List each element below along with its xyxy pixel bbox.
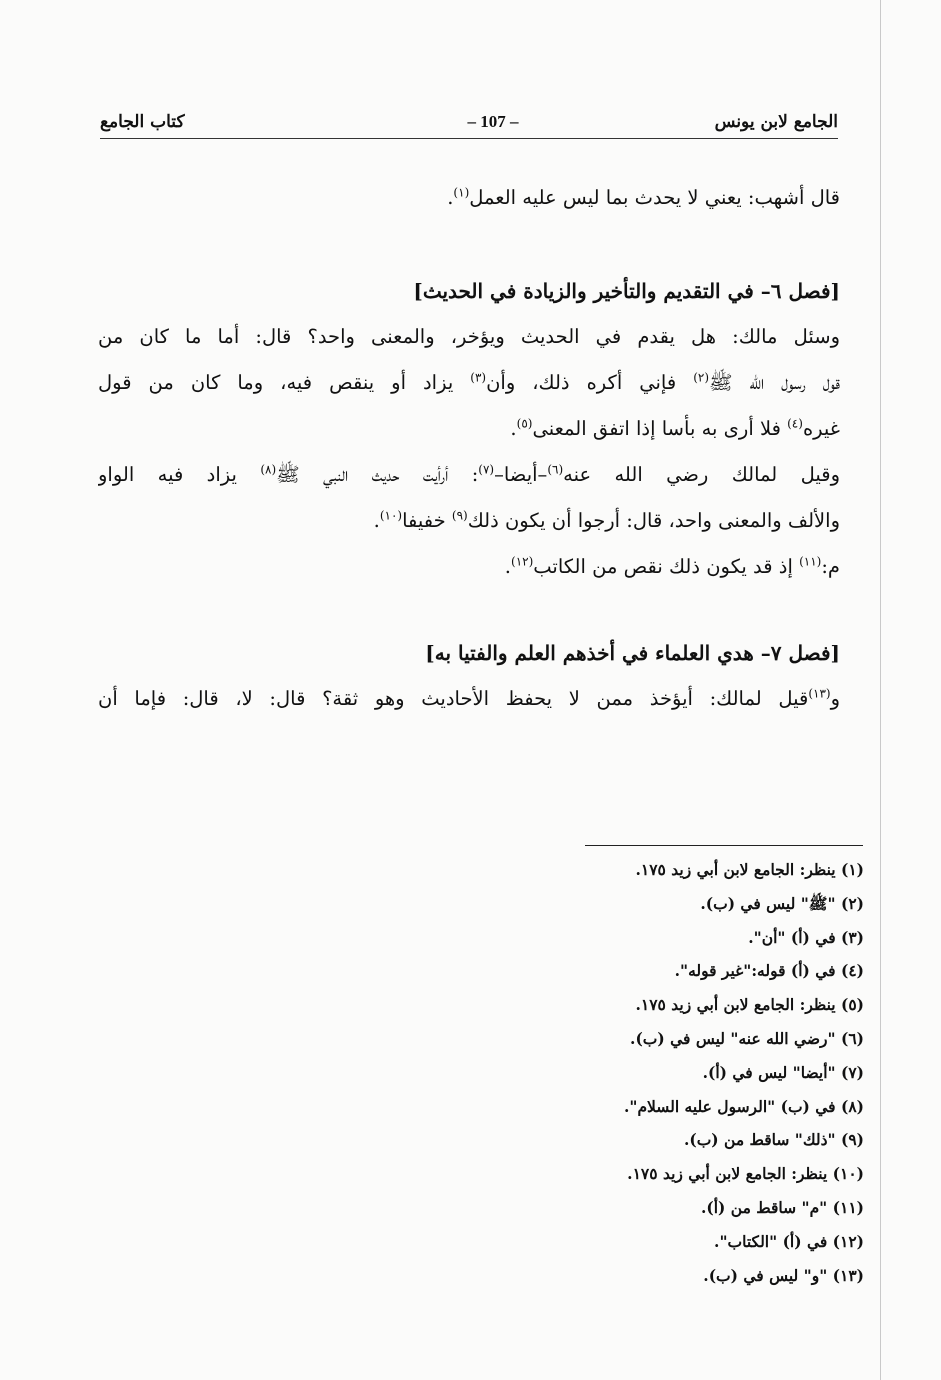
section-6-heading: [فصل ٦– في التقديم والتأخير والزيادة في الحديث] bbox=[413, 279, 840, 303]
footnote: (٦) "رضي الله عنه" ليس في (ب). bbox=[630, 1028, 864, 1048]
header-chapter-title: كتاب الجامع bbox=[100, 112, 185, 132]
footnote: (١٠) ينظر: الجامع لابن أبي زيد ١٧٥. bbox=[627, 1164, 864, 1184]
main-text-section-6 bbox=[98, 268, 840, 590]
text-line: وقيل لمالك رضي الله عنه$^{(٦)}$–أيضا–$^{(٧)}$: أرأيت حديث النبي ﷺ$^{(٨)}$ يزاد فيه الواو bbox=[98, 462, 840, 486]
text-line: وسئل مالك: هل يقدم في الحديث ويؤخر، والمعنى واحد؟ قال: أما ما كان من bbox=[98, 325, 840, 348]
header-rule bbox=[100, 138, 838, 139]
footnote: (١٣) "و" ليس في (ب). bbox=[703, 1265, 864, 1285]
footnote: (١٢) في (أ) "الكتاب". bbox=[714, 1231, 864, 1251]
footnote: (٤) في (أ) قوله:"غير قوله". bbox=[674, 961, 864, 981]
footnotes bbox=[480, 853, 864, 1292]
section-7-heading: [فصل ٧– هدي العلماء في أخذهم العلم والفتيا به] bbox=[425, 641, 840, 665]
footnote-ref[interactable]: (٤) bbox=[787, 416, 803, 431]
page-edge-line bbox=[880, 0, 881, 1380]
footnote-ref[interactable]: (٢) bbox=[693, 370, 710, 385]
running-header bbox=[100, 112, 838, 136]
text-line: قال أشهب: يعني لا يحدث بما ليس عليه العمل$^{(١)}$. bbox=[447, 185, 840, 209]
footnote: (٨) في (ب) "الرسول عليه السلام". bbox=[623, 1096, 864, 1116]
footnote-ref[interactable]: (٨) bbox=[260, 462, 277, 477]
text-line: م:$^{(١١)}$ إذ قد يكون ذلك نقص من الكاتب$^{(١٢)}$. bbox=[504, 554, 840, 578]
footnote-ref[interactable]: (١) bbox=[453, 185, 470, 200]
footnote-ref[interactable]: (٧) bbox=[478, 462, 495, 477]
footnote-ref[interactable]: (٥) bbox=[516, 416, 533, 431]
text-line: قول رسول الله ﷺ$^{(٢)}$ فإني أكره ذلك، وأن$^{(٣)}$ يزاد أو ينقص فيه، وما كان من قول bbox=[98, 370, 840, 394]
main-text-section-7 bbox=[98, 630, 840, 722]
footnote-ref[interactable]: (٩) bbox=[451, 508, 468, 523]
footnote: (٥) ينظر: الجامع لابن أبي زيد ١٧٥. bbox=[635, 995, 864, 1015]
footnote-separator bbox=[585, 845, 863, 846]
footnote: (٩) "ذلك" ساقط من (ب). bbox=[683, 1130, 864, 1150]
main-text-top bbox=[98, 175, 840, 221]
footnote-ref[interactable]: (٦) bbox=[547, 462, 564, 477]
footnote-ref[interactable]: (٣) bbox=[470, 370, 487, 385]
text-line: غيره$^{(٤)}$ فلا أرى به بأسا إذا اتفق المعنى$^{(٥)}$. bbox=[510, 416, 840, 440]
footnote-ref[interactable]: (١٢) bbox=[511, 554, 534, 569]
footnote: (٢) "ﷺ" ليس في (ب). bbox=[700, 893, 864, 913]
text-line: و$^{(١٣)}$قيل لمالك: أيؤخذ ممن لا يحفظ الأحاديث وهو ثقة؟ قال: لا، قال: فإما أن bbox=[98, 686, 840, 710]
page-number: – 107 – bbox=[467, 112, 519, 131]
footnote-ref[interactable]: (١٣) bbox=[808, 686, 831, 701]
footnote-ref[interactable]: (١٠) bbox=[379, 508, 403, 523]
header-book-title: الجامع لابن يونس bbox=[714, 112, 838, 132]
footnote: (٣) في (أ) "أن". bbox=[748, 927, 864, 947]
footnote: (٧) "أيضا" ليس في (أ). bbox=[702, 1062, 864, 1082]
footnote: (١١) "م" ساقط من (أ). bbox=[701, 1197, 864, 1217]
footnote: (١) ينظر: الجامع لابن أبي زيد ١٧٥. bbox=[635, 860, 864, 879]
footnote-ref[interactable]: (١١) bbox=[799, 554, 822, 569]
text-line: والألف والمعنى واحد، قال: أرجوا أن يكون ذلك$^{(٩)}$ خفيفا$^{(١٠)}$. bbox=[373, 508, 840, 532]
